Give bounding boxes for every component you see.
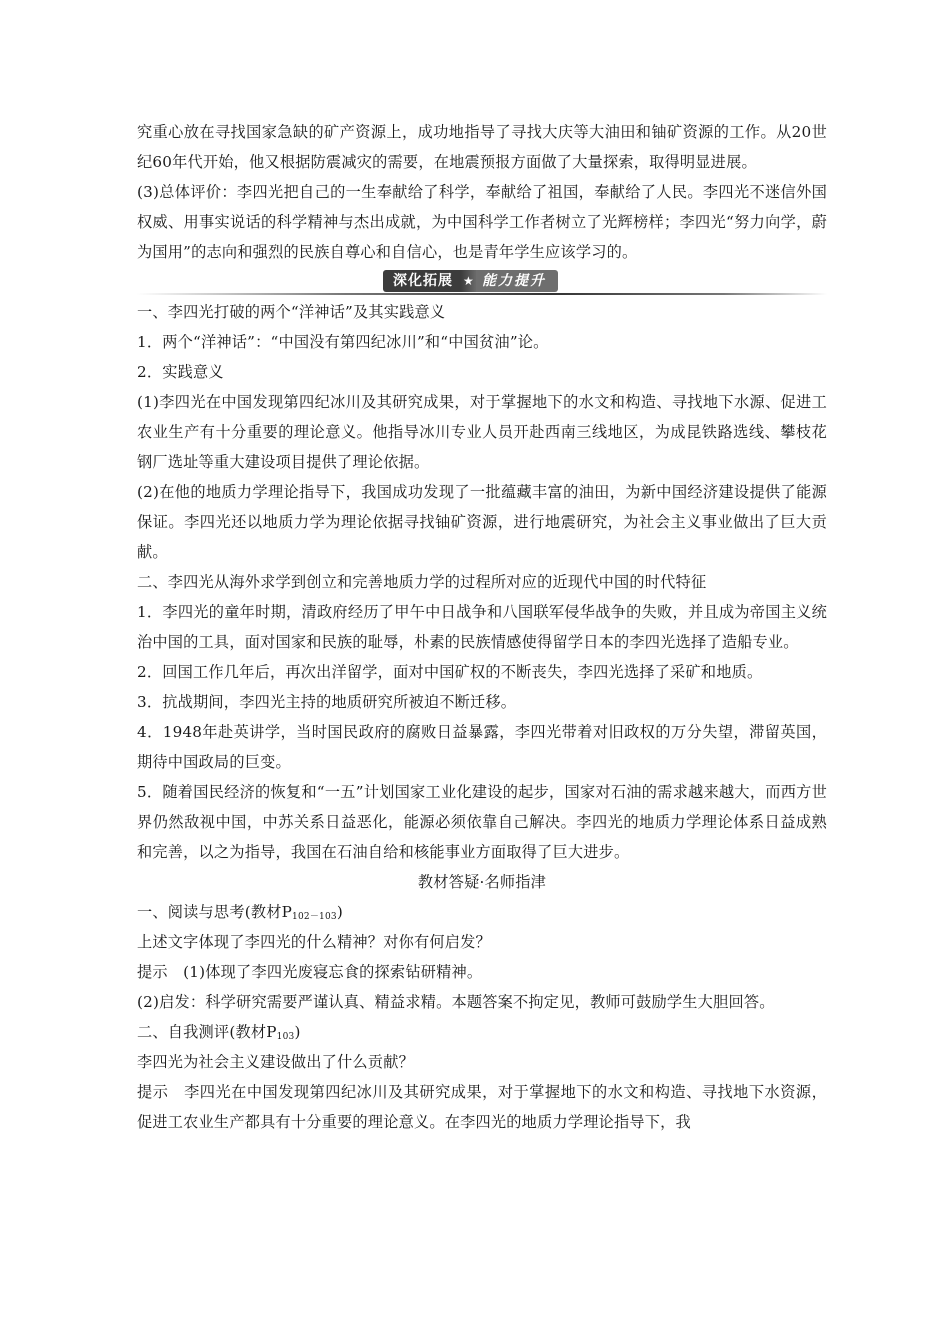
section-heading: 二、李四光从海外求学到创立和完善地质力学的过程所对应的近现代中国的时代特征 bbox=[137, 573, 707, 591]
star-icon: ★ bbox=[461, 270, 476, 292]
answer: 提示 李四光在中国发现第四纪冰川及其研究成果，对于掌握地下的水文和构造、寻找地下水资源，促进工农业生产都具有十分重要的理论意义。在李四光的地质力学理论指导下，我 bbox=[137, 1083, 827, 1131]
paragraph: 2．实践意义 bbox=[137, 363, 224, 381]
paragraph: 2．回国工作几年后，再次出洋留学，面对中国矿权的不断丧失，李四光选择了采矿和地质。 bbox=[137, 663, 763, 681]
banner-tag bbox=[383, 270, 558, 292]
paragraph: 1．两个“洋神话”：“中国没有第四纪冰川”和“中国贫油”论。 bbox=[137, 333, 549, 351]
question: 上述文字体现了李四光的什么精神？对你有何启发？ bbox=[137, 933, 491, 951]
banner-right-label: 能力提升 bbox=[476, 270, 558, 292]
paragraph: 5．随着国民经济的恢复和“一五”计划国家工业化建设的起步，国家对石油的需求越来越大，而西方世界仍然敌视中国，中苏关系日益恶化，能源必须依靠自己解决。李四光的地质力学理论体系日益成熟和完善，以之为指导，我国在石油自给和核能事业方面取得了巨大进步。 bbox=[137, 783, 827, 861]
paragraph: (2)在他的地质力学理论指导下，我国成功发现了一批蕴藏丰富的油田，为新中国经济建设提供了能源保证。李四光还以地质力学为理论依据寻找铀矿资源，进行地震研究，为社会主义事业做出了巨大贡献。 bbox=[137, 483, 827, 561]
qa-heading-1 bbox=[137, 897, 827, 927]
qa-heading-close: ) bbox=[294, 1023, 301, 1041]
paragraph: 4．1948年赴英讲学，当时国民政府的腐败日益暴露，李四光带着对旧政权的万分失望，滞留英国，期待中国政局的巨变。 bbox=[137, 723, 827, 771]
section-banner bbox=[137, 267, 827, 297]
paragraph: (1)李四光在中国发现第四纪冰川及其研究成果，对于掌握地下的水文和构造、寻找地下水源、促进工农业生产有十分重要的理论意义。他指导冰川专业人员开赴西南三线地区，为成昆铁路选线、攀枝花钢厂选址等重大建设项目提供了理论依据。 bbox=[137, 393, 827, 471]
paragraph: (3)总体评价：李四光把自己的一生奉献给了科学，奉献给了祖国，奉献给了人民。李四光不迷信外国权威、用事实说话的科学精神与杰出成就，为中国科学工作者树立了光辉榜样；李四光“努力向学，蔚为国用”的志向和强烈的民族自尊心和自信心，也是青年学生应该学习的。 bbox=[137, 183, 827, 261]
banner-divider bbox=[137, 293, 827, 295]
answer: (2)启发：科学研究需要严谨认真、精益求精。本题答案不拘定见，教师可鼓励学生大胆回答。 bbox=[137, 993, 775, 1011]
paragraph: 1．李四光的童年时期，清政府经历了甲午中日战争和八国联军侵华战争的失败，并且成为帝国主义统治中国的工具，面对国家和民族的耻辱，朴素的民族情感使得留学日本的李四光选择了造船专业。 bbox=[137, 603, 827, 651]
answer: 提示 (1)体现了李四光废寝忘食的探索钻研精神。 bbox=[137, 963, 483, 981]
page-ref: 102－103 bbox=[292, 912, 337, 922]
banner-left-label: 深化拓展 bbox=[383, 270, 461, 292]
document-body bbox=[137, 117, 827, 1137]
qa-heading-2 bbox=[137, 1017, 827, 1047]
page-ref: 103 bbox=[276, 1032, 295, 1042]
qa-heading-text: 一、阅读与思考(教材P bbox=[137, 903, 293, 921]
paragraph: 3．抗战期间，李四光主持的地质研究所被迫不断迁移。 bbox=[137, 693, 517, 711]
paragraph: 究重心放在寻找国家急缺的矿产资源上，成功地指导了寻找大庆等大油田和铀矿资源的工作。从20世纪60年代开始，他又根据防震减灾的需要，在地震预报方面做了大量探索，取得明显进展。 bbox=[137, 123, 827, 171]
section-heading: 一、李四光打破的两个“洋神话”及其实践意义 bbox=[137, 303, 446, 321]
qa-heading-text: 二、自我测评(教材P bbox=[137, 1023, 277, 1041]
section-title: 教材答疑·名师指津 bbox=[417, 873, 547, 891]
qa-heading-close: ) bbox=[336, 903, 343, 921]
question: 李四光为社会主义建设做出了什么贡献？ bbox=[137, 1053, 414, 1071]
